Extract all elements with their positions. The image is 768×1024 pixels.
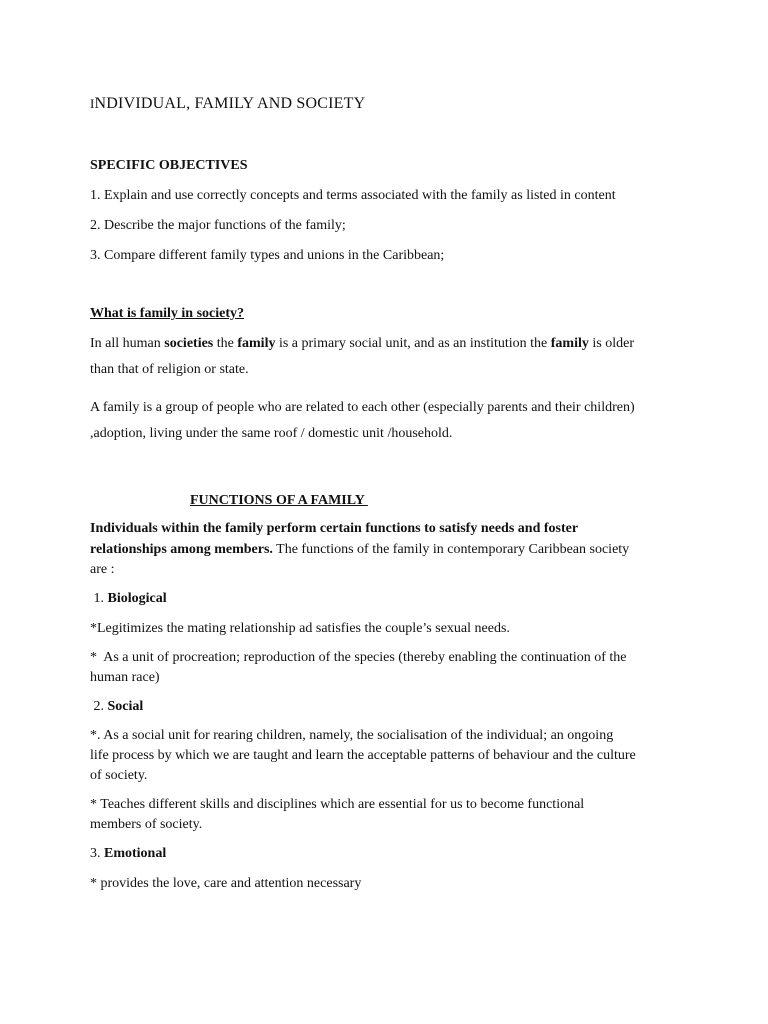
objectives-heading: SPECIFIC OBJECTIVES: [90, 158, 248, 173]
functions-heading: FUNCTIONS OF A FAMILY: [190, 493, 368, 508]
objective-item: 1. Explain and use correctly concepts and terms associated with the family as listed in content: [90, 188, 616, 203]
function-point-continued: of society.: [90, 768, 148, 783]
function-point: * As a unit of procreation; reproduction of the species (thereby enabling the continuation of the: [90, 650, 627, 665]
functions-intro-line1: Individuals within the family perform certain functions to satisfy needs and foster: [90, 521, 579, 536]
paragraph-family-definition-line2: than that of religion or state.: [90, 362, 249, 377]
objective-item: 2. Describe the major functions of the family;: [90, 218, 346, 233]
function-biological-heading: 1. Biological: [90, 591, 167, 606]
function-point-continued: members of society.: [90, 817, 203, 832]
function-point: * provides the love, care and attention necessary: [90, 876, 362, 891]
function-point-continued: human race): [90, 670, 160, 685]
functions-intro-line3: are :: [90, 562, 115, 577]
document-title: INDIVIDUAL, FAMILY AND SOCIETY: [90, 95, 366, 112]
objective-item: 3. Compare different family types and unions in the Caribbean;: [90, 248, 445, 263]
paragraph-family-group: A family is a group of people who are related to each other (especially parents and their children): [90, 400, 635, 415]
functions-intro-line2: relationships among members. The functions of the family in contemporary Caribbean society: [90, 542, 630, 557]
function-point: *. As a social unit for rearing children, namely, the socialisation of the individual; an ongoing: [90, 728, 614, 743]
function-emotional-heading: 3. Emotional: [90, 846, 167, 861]
function-point: * Teaches different skills and disciplines which are essential for us to become functional: [90, 797, 585, 812]
what-is-family-heading: What is family in society?: [90, 306, 244, 321]
paragraph-family-definition: In all human societies the family is a primary social unit, and as an institution the family is older: [90, 336, 634, 351]
function-social-heading: 2. Social: [90, 699, 144, 714]
function-point: *Legitimizes the mating relationship ad satisfies the couple’s sexual needs.: [90, 621, 510, 636]
paragraph-family-group-line2: ,adoption, living under the same roof / domestic unit /household.: [90, 426, 453, 441]
function-point-continued: life process by which we are taught and learn the acceptable patterns of behaviour and the culture: [90, 748, 636, 763]
